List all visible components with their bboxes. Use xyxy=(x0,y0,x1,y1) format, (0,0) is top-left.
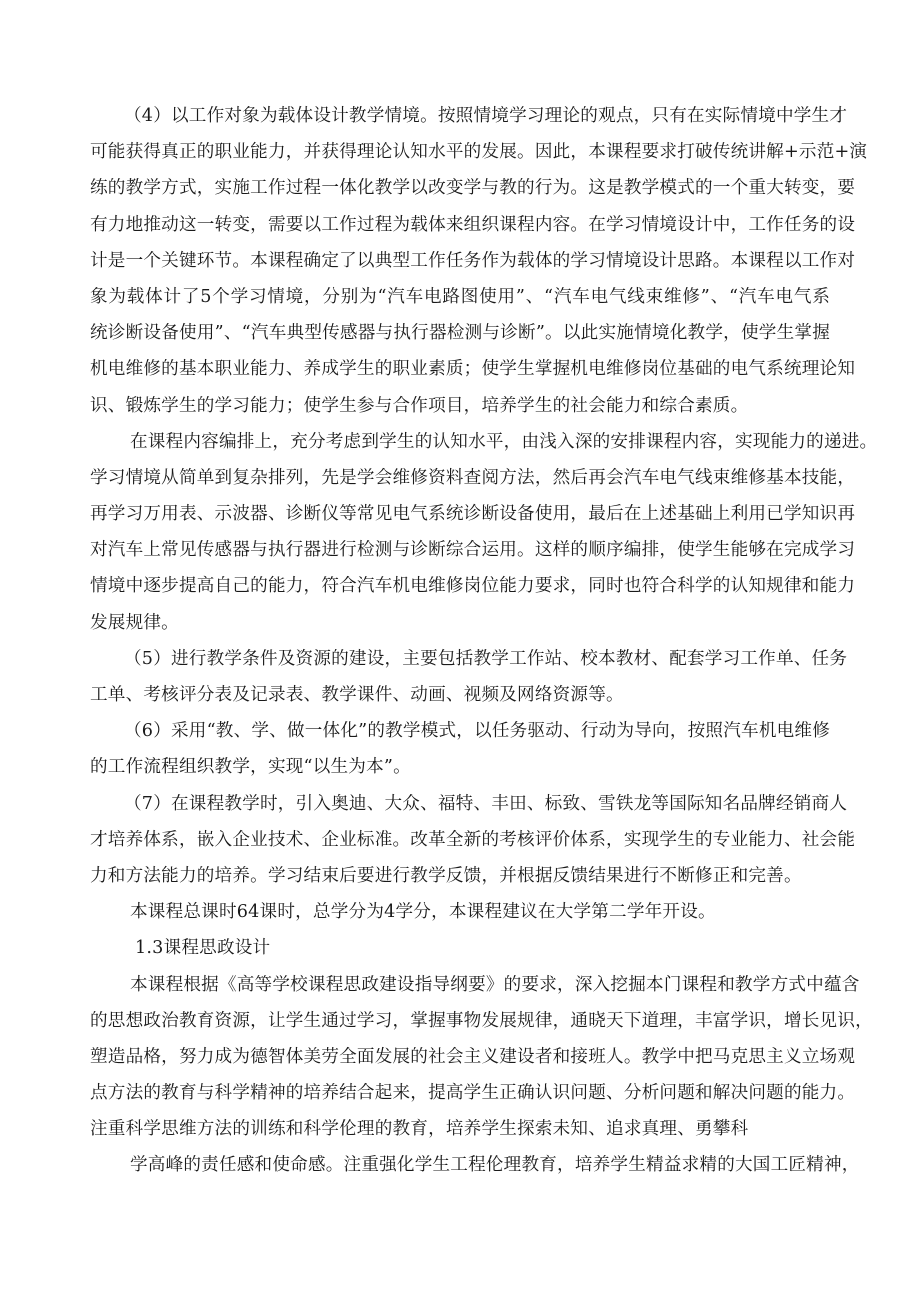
text-line: 点方法的教育与科学精神的培养结合起来，提高学生正确认识问题、分析问题和解决问题的能力。 xyxy=(90,1083,856,1104)
paragraph-item-4 xyxy=(90,98,868,424)
text-line: 本课程总课时64课时，总学分为4学分，本课程建议在大学第二学年开设。 xyxy=(130,902,716,923)
section-heading xyxy=(90,930,830,966)
text-line: 可能获得真正的职业能力，并获得理论认知水平的发展。因此，本课程要求打破传统讲解+示范+演 xyxy=(90,142,868,163)
text-line: 情境中逐步提高自己的能力，符合汽车机电维修岗位能力要求，同时也符合科学的认知规律和能力 xyxy=(90,576,856,597)
text-line: 机电维修的基本职业能力、养成学生的职业素质；使学生掌握机电维修岗位基础的电气系统理论知 xyxy=(90,359,856,380)
paragraph-ideology-design xyxy=(90,967,873,1148)
text-line: 计是一个关键环节。本课程确定了以典型工作任务作为载体的学习情境设计思路。本课程以工作对 xyxy=(90,250,856,271)
paragraph-last xyxy=(90,1147,860,1183)
text-line: （5）进行教学条件及资源的建设，主要包括教学工作站、校本教材、配套学习工作单、任务 xyxy=(124,648,848,669)
text-line: 塑造品格，努力成为德智体美劳全面发展的社会主义建设者和接班人。教学中把马克思主义立场观 xyxy=(90,1046,856,1067)
text-line: 力和方法能力的培养。学习结束后要进行教学反馈，并根据反馈结果进行不断修正和完善。 xyxy=(90,865,802,886)
text-line: 有力地推动这一转变，需要以工作过程为载体来组织课程内容。在学习情境设计中，工作任务的设 xyxy=(90,214,856,235)
text-line: （7）在课程教学时，引入奥迪、大众、福特、丰田、标致、雪铁龙等国际知名品牌经销商人 xyxy=(124,793,848,814)
text-line: 的工作流程组织教学，实现“以生为本”。 xyxy=(90,757,411,778)
text-line: 学高峰的责任感和使命感。注重强化学生工程伦理教育，培养学生精益求精的大国工匠精神， xyxy=(130,1155,860,1176)
text-line: 学习情境从简单到复杂排列，先是学会维修资料查阅方法，然后再会汽车电气线束维修基本技能， xyxy=(90,467,856,488)
text-line: 象为载体计了5个学习情境，分别为“汽车电路图使用”、“汽车电气线束维修”、“汽车电气系 xyxy=(90,286,830,307)
paragraph-item-5 xyxy=(90,641,848,713)
paragraph-item-6 xyxy=(90,713,830,785)
text-line: 再学习万用表、示波器、诊断仪等常见电气系统诊断设备使用，最后在上述基础上利用已学知识再 xyxy=(90,504,856,525)
text-line: 的思想政治教育资源，让学生通过学习，掌握事物发展规律，通晓天下道理，丰富学识，增长见识， xyxy=(90,1010,873,1031)
text-line: 识、锻炼学生的学习能力；使学生参与合作项目，培养学生的社会能力和综合素质。 xyxy=(90,395,749,416)
text-line: 发展规律。 xyxy=(90,612,179,633)
section-title: 1.3课程思政设计 xyxy=(135,938,271,959)
text-line: （6）采用“教、学、做一体化”的教学模式，以任务驱动、行动为导向，按照汽车机电维修 xyxy=(124,721,830,742)
paragraph-course-hours xyxy=(90,894,830,930)
paragraph-content-arrangement xyxy=(90,424,878,641)
text-line: 才培养体系，嵌入企业技术、企业标准。改革全新的考核评价体系，实现学生的专业能力、社会能 xyxy=(90,829,856,850)
text-line: 练的教学方式，实施工作过程一体化教学以改变学与教的行为。这是教学模式的一个重大转变，要 xyxy=(90,178,856,199)
paragraph-item-7 xyxy=(90,786,856,895)
text-line: 在课程内容编排上，充分考虑到学生的认知水平，由浅入深的安排课程内容，实现能力的递进。 xyxy=(130,431,878,452)
text-line: 对汽车上常见传感器与执行器进行检测与诊断综合运用。这样的顺序编排，使学生能够在完成学习 xyxy=(90,540,856,561)
text-line: 工单、考核评分表及记录表、教学课件、动画、视频及网络资源等。 xyxy=(90,685,624,705)
text-line: 注重科学思维方法的训练和科学伦理的教育，培养学生探索未知、追求真理、勇攀科 xyxy=(90,1119,749,1140)
text-line: 统诊断设备使用”、“汽车典型传感器与执行器检测与诊断”。以此实施情境化教学，使学生掌握 xyxy=(90,323,830,344)
text-line: （4）以工作对象为载体设计教学情境。按照情境学习理论的观点，只有在实际情境中学生才 xyxy=(124,106,848,126)
text-line: 本课程根据《高等学校课程思政建设指导纲要》的要求，深入挖掘本门课程和教学方式中蕴含 xyxy=(130,974,860,995)
